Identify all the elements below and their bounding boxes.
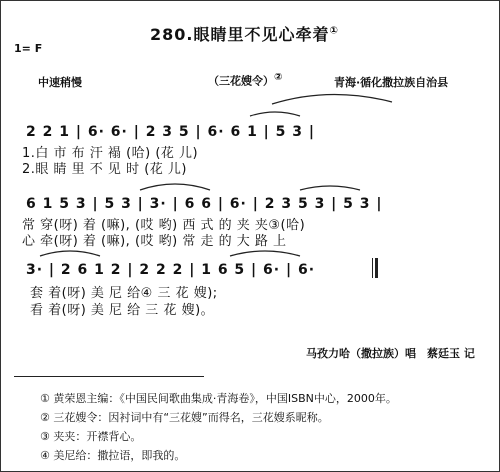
system-2-notes: 6 1 5 3 | 5 3 | 3· | 6 6 | 6· | 2 3 5 3 | 5 3 | [26, 196, 383, 212]
key-signature: 1= F [14, 42, 43, 55]
slur-mark [230, 251, 300, 256]
slur-mark [250, 112, 300, 116]
footnote-4: ④ 美尼给：撒拉语，即我的。 [40, 449, 186, 462]
system-1-lyrics-verse-1: 1.白 市 布 汗 褟 (哈) (花 儿) [22, 146, 199, 161]
footnote-2: ② 三花嫂令：因衬词中有“三花嫂”而得名，三花嫂系昵称。 [40, 411, 329, 424]
slur-mark [40, 251, 100, 256]
song-title-text: 280.眼睛里不见心牵着 [150, 25, 330, 44]
performer-credit: 马孜力哈（撒拉族）唱 蔡廷玉 记 [306, 347, 475, 360]
footnote-3: ③ 夹夹：开襟背心。 [40, 430, 142, 443]
footnote-1: ① 黄荣恩主编：《中国民间歌曲集成·青海卷》，中国ISBN中心，2000年。 [40, 392, 397, 405]
region-label: 青海·循化撒拉族自治县 [334, 76, 449, 89]
system-1-lyrics-verse-2: 2.眼 睛 里 不 见 时 (花 儿) [22, 162, 187, 177]
slur-mark [272, 94, 392, 104]
subtitle-text: （三花嫂令） [208, 74, 274, 88]
title-footnote-mark: ① [329, 25, 339, 37]
slur-mark [300, 186, 360, 190]
tempo-marking: 中速稍慢 [38, 76, 82, 89]
system-2-lyrics-verse-1: 常 穿(呀) 着 (嘛), (哎 哟) 西 式 的 夹 夹③(哈) [22, 218, 306, 233]
system-1-notes: 2 2 1 | 6· 6· | 2 3 5 | 6· 6 1 | 5 3 | [26, 124, 316, 140]
footnote-divider [14, 376, 204, 377]
system-2-lyrics-verse-2: 心 牵(呀) 着 (嘛), (哎 哟) 常 走 的 大 路 上 [22, 234, 287, 249]
system-3-lyrics-verse-1: 套 着(呀) 美 尼 给④ 三 花 嫂); [30, 286, 218, 301]
system-3-notes: 3· | 2 6 1 2 | 2 2 2 | 1 6 5 | 6· | 6· [26, 262, 316, 278]
slur-mark [140, 184, 210, 190]
subtitle-footnote-mark: ② [274, 72, 283, 83]
system-3-lyrics-verse-2: 看 着(呀) 美 尼 给 三 花 嫂)。 [30, 303, 215, 318]
